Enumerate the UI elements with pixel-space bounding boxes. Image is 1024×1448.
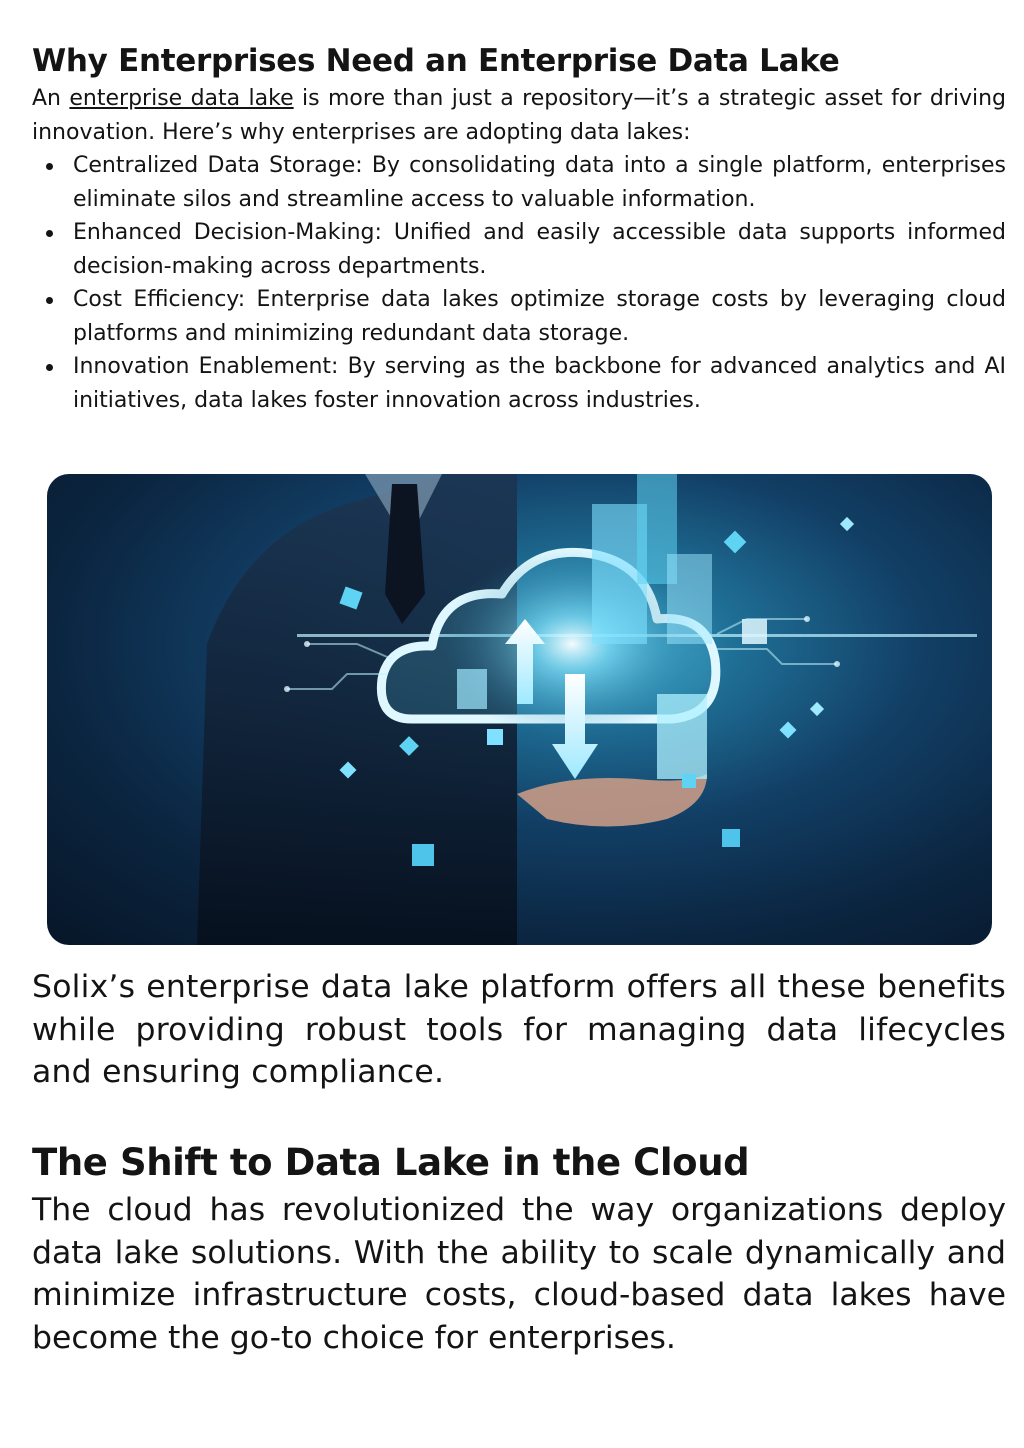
enterprise-data-lake-link[interactable]: enterprise data lake (69, 86, 294, 111)
floating-square (810, 702, 824, 716)
floating-square (682, 774, 696, 788)
floating-square (780, 722, 797, 739)
intro-paragraph (32, 82, 1006, 149)
section-heading-cloud-shift: The Shift to Data Lake in the Cloud (32, 1141, 750, 1184)
cloud-illustration-svg (47, 474, 992, 945)
list-item-text: Centralized Data Storage: By consolidating data into a single platform, enterprises eliminate silos and streamline access to valuable information. (73, 153, 1006, 212)
data-bar (742, 619, 767, 644)
data-bar (457, 669, 487, 709)
list-item (32, 216, 1006, 283)
floating-square (412, 844, 434, 866)
bullet-icon (46, 230, 53, 237)
intro-text-end: is more than just a repository—it’s a strategic asset for driving innovation. Here’s why enterprises are adopting data lakes: (32, 86, 1006, 145)
section-heading-why-data-lake: Why Enterprises Need an Enterprise Data Lake (32, 43, 840, 79)
list-item (32, 149, 1006, 216)
bullet-icon (46, 364, 53, 371)
floating-square (487, 729, 503, 745)
floating-square (840, 517, 854, 531)
list-item-text: Cost Efficiency: Enterprise data lakes optimize storage costs by leveraging cloud platforms and minimizing redundant data storage. (73, 287, 1006, 346)
data-bar (657, 694, 707, 779)
intro-text-start: An (32, 86, 70, 111)
data-bar (667, 554, 712, 644)
floating-square (724, 531, 747, 554)
solix-paragraph: Solix’s enterprise data lake platform offers all these benefits while providing robust tools for managing data lifecycles and ensuring compliance. (32, 969, 1006, 1090)
list-item-text: Innovation Enablement: By serving as the backbone for advanced analytics and AI initiatives, data lakes foster innovation across industries. (73, 354, 1006, 413)
benefits-list (32, 149, 1006, 417)
bullet-icon (46, 297, 53, 304)
cloud-data-illustration (47, 474, 992, 945)
list-item-text: Enhanced Decision-Making: Unified and easily accessible data supports informed decision-making across departments. (73, 220, 1006, 279)
bullet-icon (46, 163, 53, 170)
cloud-shift-paragraph: The cloud has revolutionized the way organizations deploy data lake solutions. With the ability to scale dynamically and minimize infrastructure costs, cloud-based data lakes have become the go-to choice for enterprises. (32, 1192, 1006, 1356)
list-item (32, 350, 1006, 417)
list-item (32, 283, 1006, 350)
floating-square (722, 829, 740, 847)
hand-icon (517, 774, 707, 827)
